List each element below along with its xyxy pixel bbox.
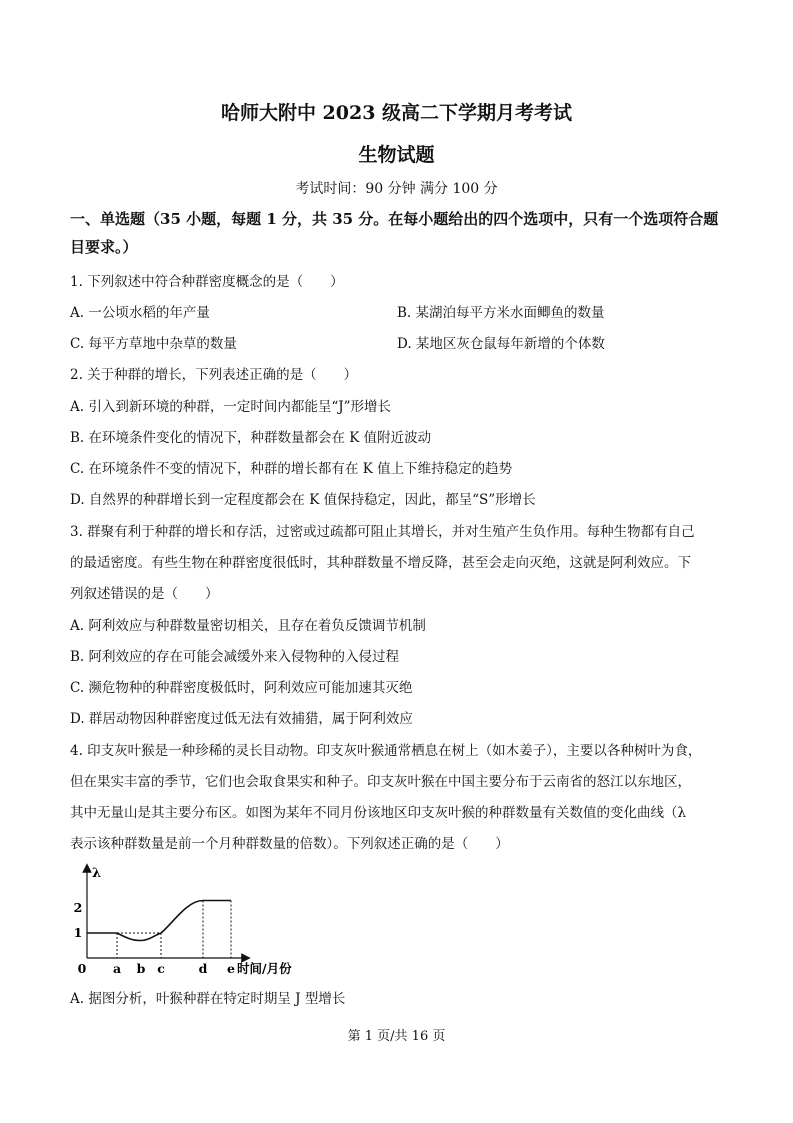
y-tick-label-1: 1 (73, 925, 83, 940)
q1-option-b: B. 某湖泊每平方米水面鲫鱼的数量 (397, 305, 605, 321)
x-tick-label-e: e (227, 961, 235, 976)
x-tick-label-d: d (198, 961, 208, 976)
x-axis-label: 时间/月份 (237, 961, 292, 976)
section-heading: 一、单选题（35 小题，每题 1 分，共 35 分。在每小题给出的四个选项中，只有一个选项符合题目要求。） (70, 210, 719, 256)
x-tick-label-c: c (157, 961, 165, 976)
q3-stem-line-1: 3. 群聚有利于种群的增长和存活，过密或过疏都可阻止其增长，并对生殖产生负作用。每种生物都有自己 (70, 524, 695, 540)
q4-stem-line-1: 4. 印支灰叶猴是一种珍稀的灵长目动物。印支灰叶猴通常栖息在树上（如木姜子），主要以各种树叶为食， (70, 743, 702, 759)
q2-option-c: C. 在环境条件不变的情况下，种群的增长都有在 K 值上下维持稳定的趋势 (70, 461, 513, 477)
lambda-curve (87, 901, 231, 941)
x-tick-group (113, 961, 235, 976)
x-tick-label-a: a (112, 961, 122, 976)
origin-label: 0 (77, 961, 87, 976)
exam-subtitle: 生物试题 (358, 144, 435, 166)
q4-stem-line-4: 表示该种群数量是前一个月种群数量的倍数）。下列叙述正确的是（ ） (70, 836, 509, 852)
q1-option-a: A. 一公顷水稻的年产量 (70, 305, 210, 321)
y-axis-label: λ (92, 866, 102, 881)
q4-stem-line-3: 其中无量山是其主要分布区。如图为某年不同月份该地区印支灰叶猴的种群数量有关数值的变化曲线（λ (70, 805, 687, 821)
q3-option-d: D. 群居动物因种群密度过低无法有效捕猎，属于阿利效应 (70, 711, 413, 727)
q2-stem: 2. 关于种群的增长，下列表述正确的是（ ） (70, 367, 358, 383)
page-footer: 第 1 页/共 16 页 (347, 1029, 446, 1044)
x-tick-label-b: b (136, 961, 146, 976)
y-tick-group (74, 900, 83, 940)
q3-option-b: B. 阿利效应的存在可能会减缓外来入侵物种的入侵过程 (70, 649, 400, 665)
q1-option-d: D. 某地区灰仓鼠每年新增的个体数 (397, 336, 605, 352)
q3-stem-line-3: 列叙述错误的是（ ） (70, 586, 219, 602)
q3-option-a: A. 阿利效应与种群数量密切相关，且存在着负反馈调节机制 (70, 618, 426, 634)
q4-option-a: A. 据图分析，叶猴种群在特定时期呈 J 型增长 (70, 991, 346, 1007)
q2-option-a: A. 引入到新环境的种群，一定时间内都能呈“J”形增长 (70, 399, 392, 415)
q1-stem: 1. 下列叙述中符合种群密度概念的是（ ） (70, 274, 344, 290)
exam-title: 哈师大附中 2023 级高二下学期月考考试 (220, 102, 573, 124)
guide-group (117, 901, 231, 959)
q2-option-b: B. 在环境条件变化的情况下，种群数量都会在 K 值附近波动 (70, 430, 432, 446)
q1-option-c: C. 每平方草地中杂草的数量 (70, 336, 237, 352)
q3-option-c: C. 濒危物种的种群密度极低时，阿利效应可能加速其灭绝 (70, 680, 413, 696)
q2-option-d: D. 自然界的种群增长到一定程度都会在 K 值保持稳定，因此，都呈“S”形增长 (70, 492, 536, 508)
exam-info: 考试时间：90 分钟 满分 100 分 (295, 181, 498, 197)
q4-stem-line-2: 但在果实丰富的季节，它们也会取食果实和种子。印支灰叶猴在中国主要分布于云南省的怒江以东地区， (70, 774, 691, 790)
y-tick-label-2: 2 (73, 900, 83, 915)
lambda-chart (60, 860, 320, 982)
q3-stem-line-2: 的最适密度。有些生物在种群密度很低时，其种群数量不增反降，甚至会走向灭绝，这就是阿利效应。下 (70, 555, 691, 571)
